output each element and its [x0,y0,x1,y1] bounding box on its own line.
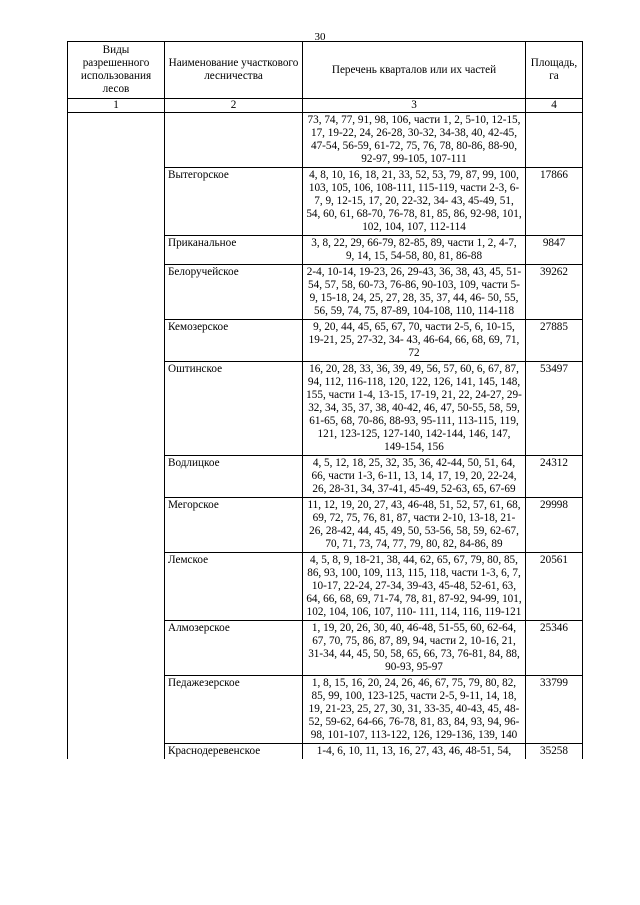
forestry-name-cell: Вытегорское [165,168,303,236]
forestry-name-cell: Педажезерское [165,676,303,744]
area-cell: 20561 [526,553,583,621]
area-cell: 29998 [526,498,583,553]
quarters-cell: 4, 8, 10, 16, 18, 21, 33, 52, 53, 79, 87, 99, 100, 103, 105, 106, 108-111, 115-119, части 2-3, 6-7, 9, 12-15, 17, 20, 22-32, 34- 43, 45-49, 51, 54, 60, 61, 68-70, 76-78, 81, 85, 86, 92-98, 101, 102, 104, 107, 112-114 [303,168,526,236]
header-row [68,42,583,99]
forestry-name-cell: Алмозерское [165,621,303,676]
quarters-cell: 1, 19, 20, 26, 30, 40, 46-48, 51-55, 60, 62-64, 67, 70, 75, 86, 87, 89, 94, части 2, 10-16, 21, 31-34, 44, 45, 50, 58, 65, 66, 73, 76-81, 84, 88, 90-93, 95-97 [303,621,526,676]
area-cell: 33799 [526,676,583,744]
area-cell: 39262 [526,265,583,320]
quarters-cell: 4, 5, 12, 18, 25, 32, 35, 36, 42-44, 50, 51, 64, 66, части 1-3, 6-11, 13, 14, 17, 19, 20, 22-24, 26, 28-31, 34, 37-41, 45-49, 52-63, 65, 67-69 [303,456,526,498]
quarters-cell: 1, 8, 15, 16, 20, 24, 26, 46, 67, 75, 79, 80, 82, 85, 99, 100, 123-125, части 2-5, 9-11, 14, 18, 19, 21-23, 25, 27, 30, 31, 33-35, 40-43, 45, 48-52, 59-62, 64-66, 76-78, 81, 83, 84, 93, 94, 96-98, 101-107, 113-122, 126, 129-136, 139, 140 [303,676,526,744]
table-row-continuation [68,113,583,168]
forestry-name-cell: Краснодеревенское [165,744,303,760]
area-cell: 25346 [526,621,583,676]
column-number-row [68,99,583,113]
column-number: 1 [68,99,165,113]
quarters-cell: 1-4, 6, 10, 11, 13, 16, 27, 43, 46, 48-51, 54, [303,744,526,760]
quarters-cell: 73, 74, 77, 91, 98, 106, части 1, 2, 5-10, 12-15, 17, 19-22, 24, 26-28, 30-32, 34-38, 40, 42-45, 47-54, 56-59, 61-72, 75, 76, 78, 80-86, 88-90, 92-97, 99-105, 107-111 [303,113,526,168]
quarters-cell: 9, 20, 44, 45, 65, 67, 70, части 2-5, 6, 10-15, 19-21, 25, 27-32, 34- 43, 46-64, 66, 68, 69, 71, 72 [303,320,526,362]
column-number: 4 [526,99,583,113]
forestry-name-cell: Оштинское [165,362,303,456]
forestry-name-cell: Водлицкое [165,456,303,498]
forestry-name-cell: Лемское [165,553,303,621]
quarters-cell: 11, 12, 19, 20, 27, 43, 46-48, 51, 52, 57, 61, 68, 69, 72, 75, 76, 81, 87, части 2-10, 13-18, 21-26, 28-42, 44, 45, 49, 50, 53-56, 58, 59, 62-67, 70, 71, 73, 74, 77, 79, 80, 82, 84-86, 89 [303,498,526,553]
column-number: 2 [165,99,303,113]
header-area: Площадь, га [526,42,583,99]
area-cell: 35258 [526,744,583,760]
area-cell: 27885 [526,320,583,362]
header-quarters-list: Перечень кварталов или их частей [303,42,526,99]
area-cell: 17866 [526,168,583,236]
column-number: 3 [303,99,526,113]
area-cell [526,113,583,168]
header-forestry-name: Наименование участкового лесничества [165,42,303,99]
area-cell: 9847 [526,236,583,265]
quarters-cell: 2-4, 10-14, 19-23, 26, 29-43, 36, 38, 43, 45, 51-54, 57, 58, 60-73, 76-86, 90-103, 109, части 5-9, 15-18, 24, 25, 27, 28, 35, 37, 44, 46- 50, 55, 56, 59, 74, 75, 87-89, 104-108, 110, 114-118 [303,265,526,320]
forest-quarters-table [67,41,583,759]
forestry-name-cell: Кемозерское [165,320,303,362]
quarters-cell: 16, 20, 28, 33, 36, 39, 49, 56, 57, 60, 6, 67, 87, 94, 112, 116-118, 120, 122, 126, 141, 145, 148, 155, части 1-4, 13-15, 17-19, 21, 22, 24-27, 29-32, 34, 35, 37, 38, 40-42, 46, 47, 50-55, 58, 59, 61-65, 68, 70-86, 88-93, 95-111, 113-115, 119, 121, 123-125, 127-140, 142-144, 146, 147, 149-154, 156 [303,362,526,456]
quarters-cell: 4, 5, 8, 9, 18-21, 38, 44, 62, 65, 67, 79, 80, 85, 86, 93, 100, 109, 113, 115, 118, части 1-3, 6, 7, 10-17, 22-24, 27-34, 39-43, 45-48, 52-61, 63, 64, 66, 68, 69, 71-74, 78, 81, 87-92, 94-99, 101, 102, 104, 106, 107, 110- 111, 114, 116, 119-121 [303,553,526,621]
area-cell: 53497 [526,362,583,456]
area-cell: 24312 [526,456,583,498]
forestry-name-cell: Приканальное [165,236,303,265]
header-usage-types: Виды разрешенного использования лесов [68,42,165,99]
page-number: 30 [314,31,326,43]
forestry-name-cell: Мегорское [165,498,303,553]
forestry-name-cell: Белоручейское [165,265,303,320]
usage-type-cell [68,113,165,760]
quarters-cell: 3, 8, 22, 29, 66-79, 82-85, 89, части 1, 2, 4-7, 9, 14, 15, 54-58, 80, 81, 86-88 [303,236,526,265]
forestry-name-cell [165,113,303,168]
